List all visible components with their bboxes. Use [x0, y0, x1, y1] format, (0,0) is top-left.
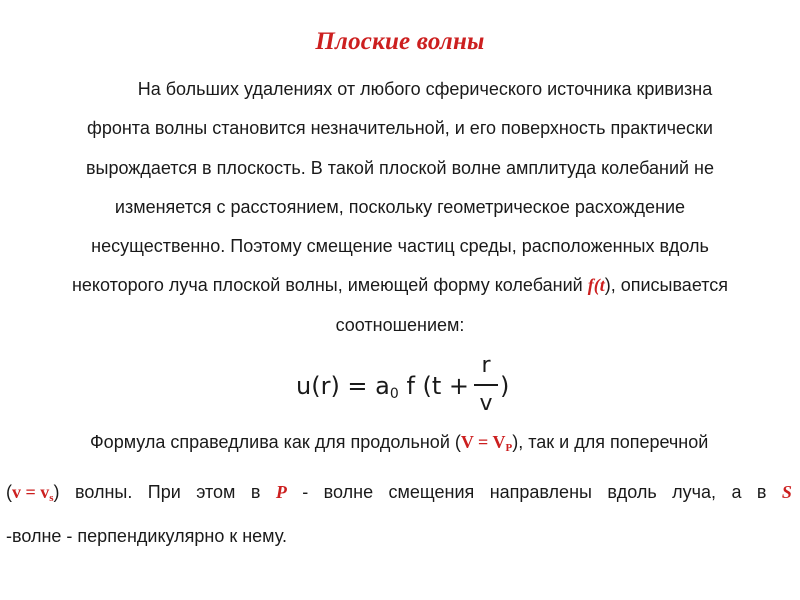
- formula-close-paren: ): [500, 372, 510, 400]
- word-group: [6, 482, 60, 504]
- paragraph-line: вырождается в плоскость. В такой плоской волне амплитуда колебаний не: [85, 157, 715, 178]
- text-fragment: некоторого луча плоской волны, имеющей форму колебаний: [71, 275, 588, 296]
- fraction-numerator: r: [481, 353, 491, 378]
- text-fragment: Формула справедлива как для продольной (: [90, 432, 461, 452]
- paragraph-line: фронта волны становится незначительной, и его поверхность практически: [87, 118, 713, 139]
- formula-left-side: [296, 372, 469, 402]
- word: смещения: [388, 482, 475, 502]
- p-wave-symbol: P: [275, 482, 287, 502]
- slide-title: Плоские волны: [315, 28, 485, 55]
- symbol-text: v = v: [12, 482, 50, 502]
- velocity-s-symbol: [12, 482, 54, 502]
- fraction-bar: [474, 384, 498, 386]
- word: в: [250, 482, 261, 502]
- paragraph-line: [6, 482, 792, 504]
- word: -: [302, 482, 309, 502]
- paragraph-intro: [20, 70, 780, 345]
- paragraph-line: -волне - перпендикулярно к нему.: [6, 526, 287, 546]
- paragraph-line: [20, 266, 780, 305]
- formula-text: f (t +: [398, 372, 470, 400]
- paragraph-line: На больших удалениях от любого сферического источника кривизна: [137, 79, 713, 99]
- paragraph-line: [90, 432, 708, 454]
- text-fragment: ), так и для поперечной: [512, 432, 709, 452]
- wave-formula: [296, 352, 536, 418]
- word: При: [147, 482, 181, 502]
- symbol-text: V = V: [460, 432, 506, 452]
- function-symbol: f(t: [587, 275, 605, 296]
- word: волне: [323, 482, 374, 502]
- formula-text: u(r) = a: [296, 372, 390, 400]
- word: в: [756, 482, 767, 502]
- text-fragment: ): [53, 482, 60, 502]
- word: луча,: [672, 482, 717, 502]
- word: волны.: [74, 482, 133, 502]
- symbol-subscript: P: [505, 442, 513, 454]
- paragraph-line: несущественно. Поэтому смещение частиц среды, расположенных вдоль: [91, 236, 709, 257]
- word: вдоль: [607, 482, 657, 502]
- s-wave-symbol: S: [781, 482, 792, 502]
- word: этом: [196, 482, 236, 502]
- fraction-denominator: v: [479, 391, 493, 416]
- paragraph-line: соотношением:: [335, 314, 465, 335]
- text-fragment: ), описывается: [604, 275, 729, 296]
- symbol-subscript: s: [49, 492, 54, 504]
- word: а: [731, 482, 742, 502]
- word: направлены: [489, 482, 592, 502]
- text-fragment: (: [6, 482, 12, 502]
- formula-fraction: [474, 352, 498, 418]
- velocity-p-symbol: [461, 432, 512, 452]
- paragraph-line: изменяется с расстоянием, поскольку геометрическое расхождение: [114, 196, 686, 217]
- formula-subscript: 0: [389, 386, 399, 402]
